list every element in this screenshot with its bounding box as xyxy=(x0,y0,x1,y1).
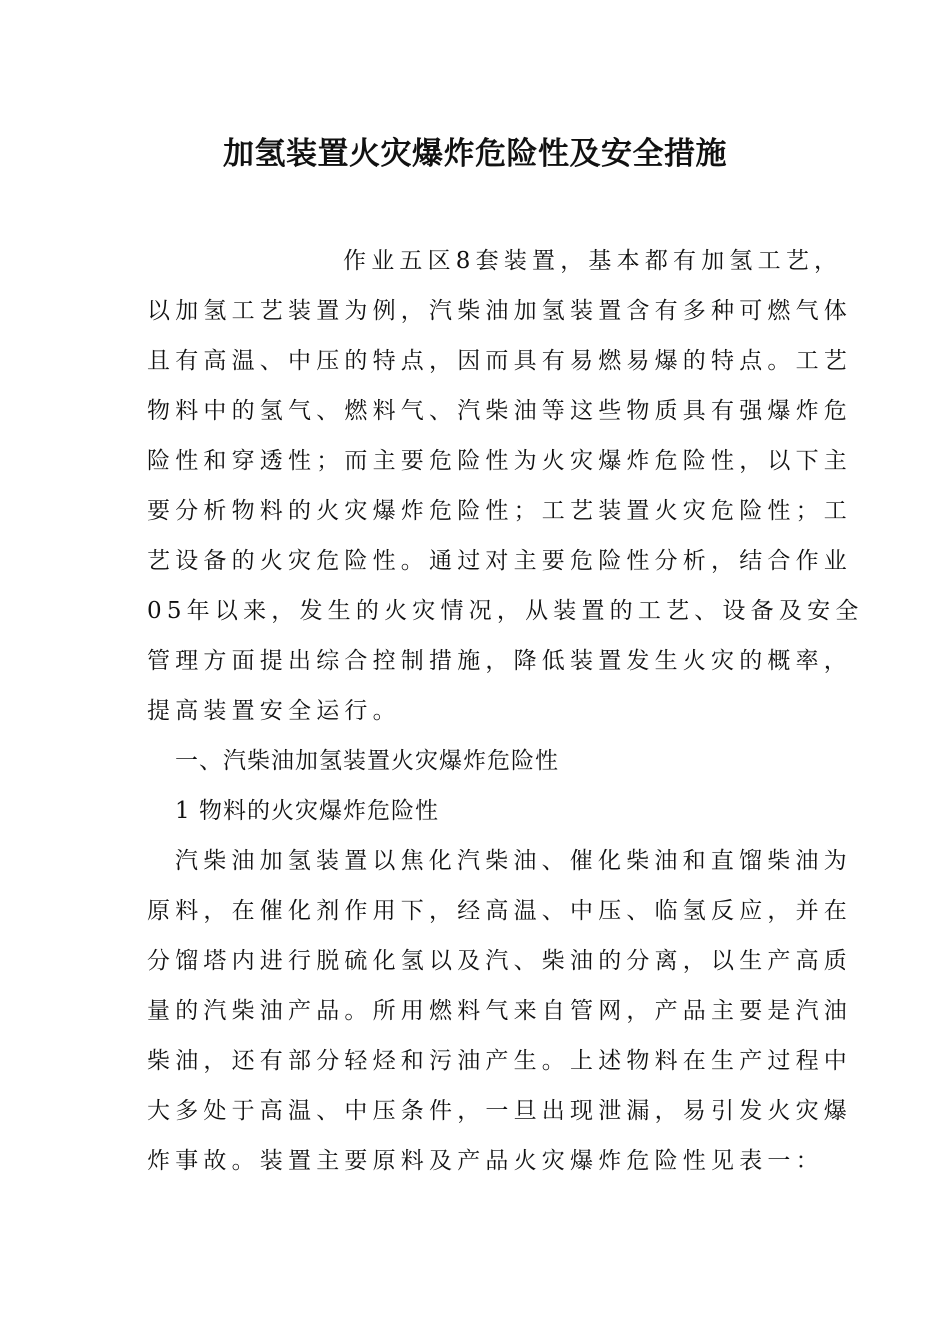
paragraph-line: 要分析物料的火灾爆炸危险性；工艺装置火灾危险性；工 xyxy=(147,498,852,524)
paragraph-line: 管理方面提出综合控制措施，降低装置发生火灾的概率， xyxy=(147,648,852,674)
paragraph-line: 以加氢工艺装置为例，汽柴油加氢装置含有多种可燃气体 xyxy=(147,298,852,324)
document-body xyxy=(147,236,864,1186)
subsection-heading: 1 物料的火灾爆炸危险性 xyxy=(175,798,439,824)
paragraph-line: 原料，在催化剂作用下，经高温、中压、临氢反应，并在 xyxy=(147,898,852,924)
paragraph-line: 柴油，还有部分轻烃和污油产生。上述物料在生产过程中 xyxy=(147,1048,852,1074)
paragraph-line: 05年以来，发生的火灾情况，从装置的工艺、设备及安全 xyxy=(147,598,864,624)
paragraph-line: 险性和穿透性；而主要危险性为火灾爆炸危险性，以下主 xyxy=(147,448,852,474)
paragraph-line: 量的汽柴油产品。所用燃料气来自管网，产品主要是汽油 xyxy=(147,998,852,1024)
paragraph-line: 艺设备的火灾危险性。通过对主要危险性分析，结合作业 xyxy=(147,548,852,574)
paragraph-line: 物料中的氢气、燃料气、汽柴油等这些物质具有强爆炸危 xyxy=(147,398,852,424)
paragraph-line: 作业五区8套装置，基本都有加氢工艺， xyxy=(343,248,843,274)
paragraph-line: 提高装置安全运行。 xyxy=(147,698,401,724)
paragraph-line: 且有高温、中压的特点，因而具有易燃易爆的特点。工艺 xyxy=(147,348,852,374)
paragraph-line: 炸事故。装置主要原料及产品火灾爆炸危险性见表一： xyxy=(147,1148,824,1174)
paragraph-line: 大多处于高温、中压条件，一旦出现泄漏，易引发火灾爆 xyxy=(147,1098,852,1124)
paragraph-line: 汽柴油加氢装置以焦化汽柴油、催化柴油和直馏柴油为 xyxy=(175,848,852,874)
section-heading: 一、汽柴油加氢装置火灾爆炸危险性 xyxy=(175,748,559,774)
paragraph-line: 分馏塔内进行脱硫化氢以及汽、柴油的分离，以生产高质 xyxy=(147,948,852,974)
document-title: 加氢装置火灾爆炸危险性及安全措施 xyxy=(223,136,727,172)
